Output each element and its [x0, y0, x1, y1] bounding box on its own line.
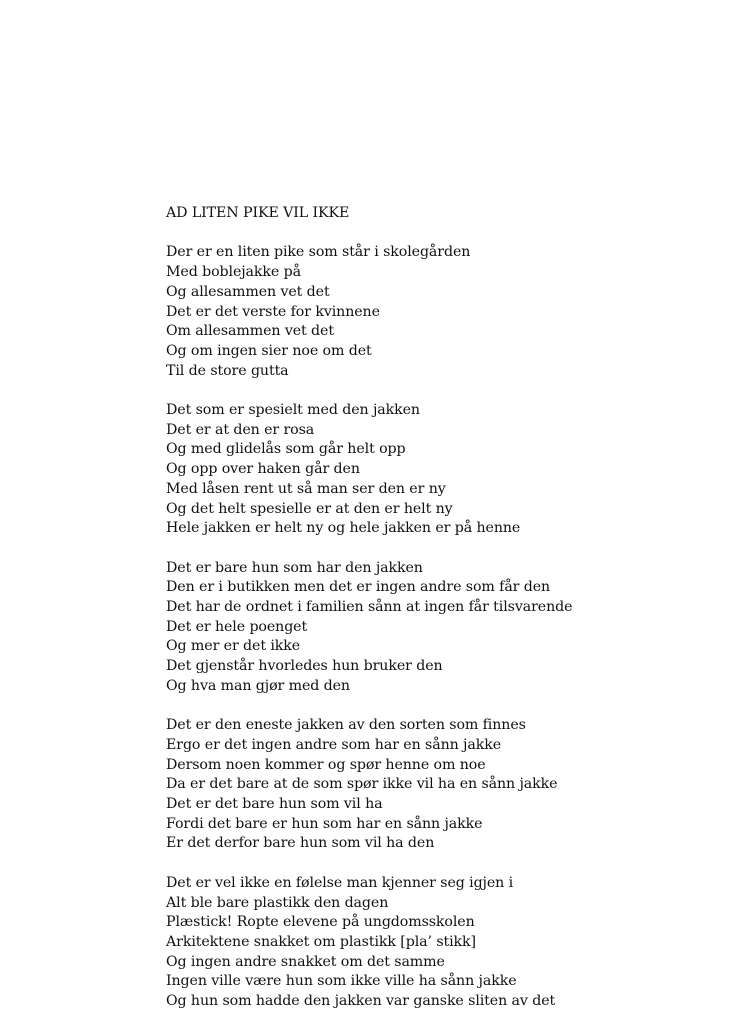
poem-line: Og hva man gjør med den	[166, 677, 350, 694]
poem-line: Med boblejakke på	[166, 264, 301, 281]
poem-line: Ingen ville være hun som ikke ville ha sånn jakke	[166, 973, 517, 990]
poem-line: Det er hele poenget	[166, 618, 308, 635]
poem-line: Ergo er det ingen andre som har en sånn jakke	[166, 736, 502, 753]
poem-line: Plæstick! Ropte elevene på ungdomsskolen	[166, 914, 475, 931]
poem-line: Og opp over haken går den	[166, 461, 360, 478]
poem-line: Der er en liten pike som står i skolegården	[166, 244, 471, 261]
poem-line: Og mer er det ikke	[166, 638, 301, 655]
poem-line: Alt ble bare plastikk den dagen	[166, 894, 389, 911]
poem-line: Og det helt spesielle er at den er helt ny	[166, 500, 453, 517]
poem-line: Med låsen rent ut så man ser den er ny	[166, 480, 446, 497]
poem-line: Det er det bare hun som vil ha	[166, 796, 383, 813]
poem-line: Det er det verste for kvinnene	[166, 303, 380, 320]
poem-line: Fordi det bare er hun som har en sånn jakke	[166, 815, 483, 832]
poem-line: Dersom noen kommer og spør henne om noe	[166, 756, 486, 773]
poem-line: Arkitektene snakket om plastikk [pla’ stikk]	[166, 933, 476, 950]
poem-line: Og ingen andre snakket om det samme	[166, 953, 445, 970]
stanza-2	[166, 401, 726, 539]
stanza-5	[166, 874, 726, 1012]
poem-line: Den er i butikken men det er ingen andre som får den	[166, 579, 551, 596]
poem-line: Det er vel ikke en følelse man kjenner seg igjen i	[166, 874, 514, 891]
poem-line: Da er det bare at de som spør ikke vil ha en sånn jakke	[166, 776, 558, 793]
poem-line: Er det derfor bare hun som vil ha den	[166, 835, 435, 852]
stanza-4	[166, 716, 726, 854]
poem-line: Hele jakken er helt ny og hele jakken er på henne	[166, 520, 521, 537]
stanza-3	[166, 559, 726, 697]
poem-line: Det gjenstår hvorledes hun bruker den	[166, 658, 443, 675]
poem-line: Om allesammen vet det	[166, 323, 334, 340]
poem	[166, 204, 726, 1031]
poem-line: Til de store gutta	[166, 362, 289, 379]
poem-line: Og om ingen sier noe om det	[166, 342, 372, 359]
poem-line: Det har de ordnet i familien sånn at ingen får tilsvarende	[166, 599, 573, 616]
poem-line: Det er den eneste jakken av den sorten som finnes	[166, 717, 526, 734]
poem-line: Og hun som hadde den jakken var ganske sliten av det	[166, 993, 556, 1010]
poem-line: Det er bare hun som har den jakken	[166, 559, 423, 576]
poem-title: AD LITEN PIKE VIL IKKE	[166, 205, 350, 221]
stanza-1	[166, 243, 726, 381]
poem-line: Det som er spesielt med den jakken	[166, 402, 420, 418]
poem-line: Det er at den er rosa	[166, 421, 315, 438]
poem-line: Og med glidelås som går helt opp	[166, 441, 406, 458]
poem-line: Og allesammen vet det	[166, 283, 330, 300]
